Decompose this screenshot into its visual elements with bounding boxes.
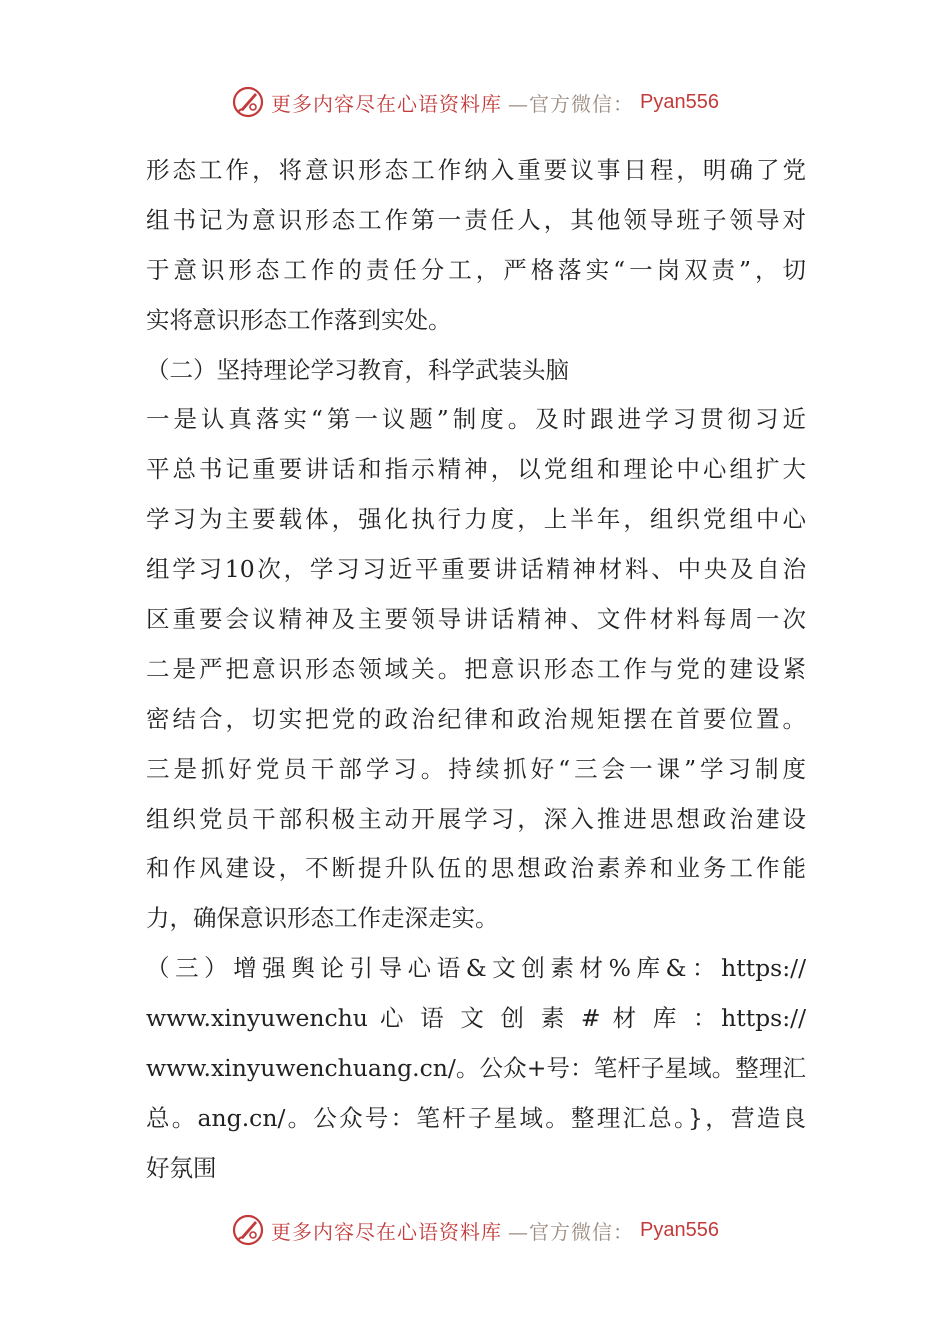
section-heading: （二）坚持理论学习教育，科学武装头脑 [146,355,569,384]
footer-banner [0,1210,950,1250]
body-line: 区重要会议精神及主要领导讲话精神、文件材料每周一次 [146,605,806,634]
body-line: 好氛围 [146,1153,217,1182]
body-line: 组学习10次，学习习近平重要讲话精神材料、中央及自治 [146,555,806,584]
body-line: 一是认真落实“第一议题”制度。及时跟进学习贯彻习近 [146,405,806,434]
body-line: 组书记为意识形态工作第一责任人，其他领导班子领导对 [146,205,806,234]
section-heading: （三）增强舆论引导心语&文创素材%库&：https:// [146,954,806,983]
body-line: 二是严把意识形态领域关。把意识形态工作与党的建设紧 [146,654,806,683]
body-line: 平总书记重要讲话和指示精神，以党组和理论中心组扩大 [146,455,806,484]
quill-logo-icon [231,85,265,119]
body-line: 学习为主要载体，强化执行力度，上半年，组织党组中心 [146,505,806,534]
footer-separator-text: —官方微信： [508,1219,635,1244]
header-wechat-id: Pyan556 [640,90,719,113]
body-line: 密结合，切实把党的政治纪律和政治规矩摆在首要位置。 [146,704,806,733]
body-line: www.xinyuwenchu 心 语 文 创 素 # 材 库 ：https:// [146,1004,806,1033]
body-line: 和作风建设，不断提升队伍的思想政治素养和业务工作能 [146,854,806,883]
body-line: 总。ang.cn/。公众号：笔杆子星域。整理汇总。}，营造良 [146,1103,806,1132]
body-line: www.xinyuwenchuang.cn/。公众+号：笔杆子星域。整理汇 [146,1054,806,1083]
body-line: 组织党员干部积极主动开展学习，深入推进思想政治建设 [146,804,806,833]
body-line: 三是抓好党员干部学习。持续抓好“三会一课”学习制度 [146,754,806,783]
body-line: 实将意识形态工作落到实处。 [146,305,452,334]
header-banner [0,82,950,122]
footer-wechat-id: Pyan556 [640,1218,719,1241]
document-body [146,146,806,1194]
footer-brand-text: 更多内容尽在心语资料库 [271,1219,503,1244]
body-line: 力，确保意识形态工作走深走实。 [146,904,499,933]
header-brand-text: 更多内容尽在心语资料库 [271,91,503,116]
quill-logo-icon [231,1213,265,1247]
body-line: 形态工作，将意识形态工作纳入重要议事日程，明确了党 [146,156,806,184]
header-separator-text: —官方微信： [508,91,635,116]
body-line: 于意识形态工作的责任分工，严格落实“一岗双责”，切 [146,255,806,284]
